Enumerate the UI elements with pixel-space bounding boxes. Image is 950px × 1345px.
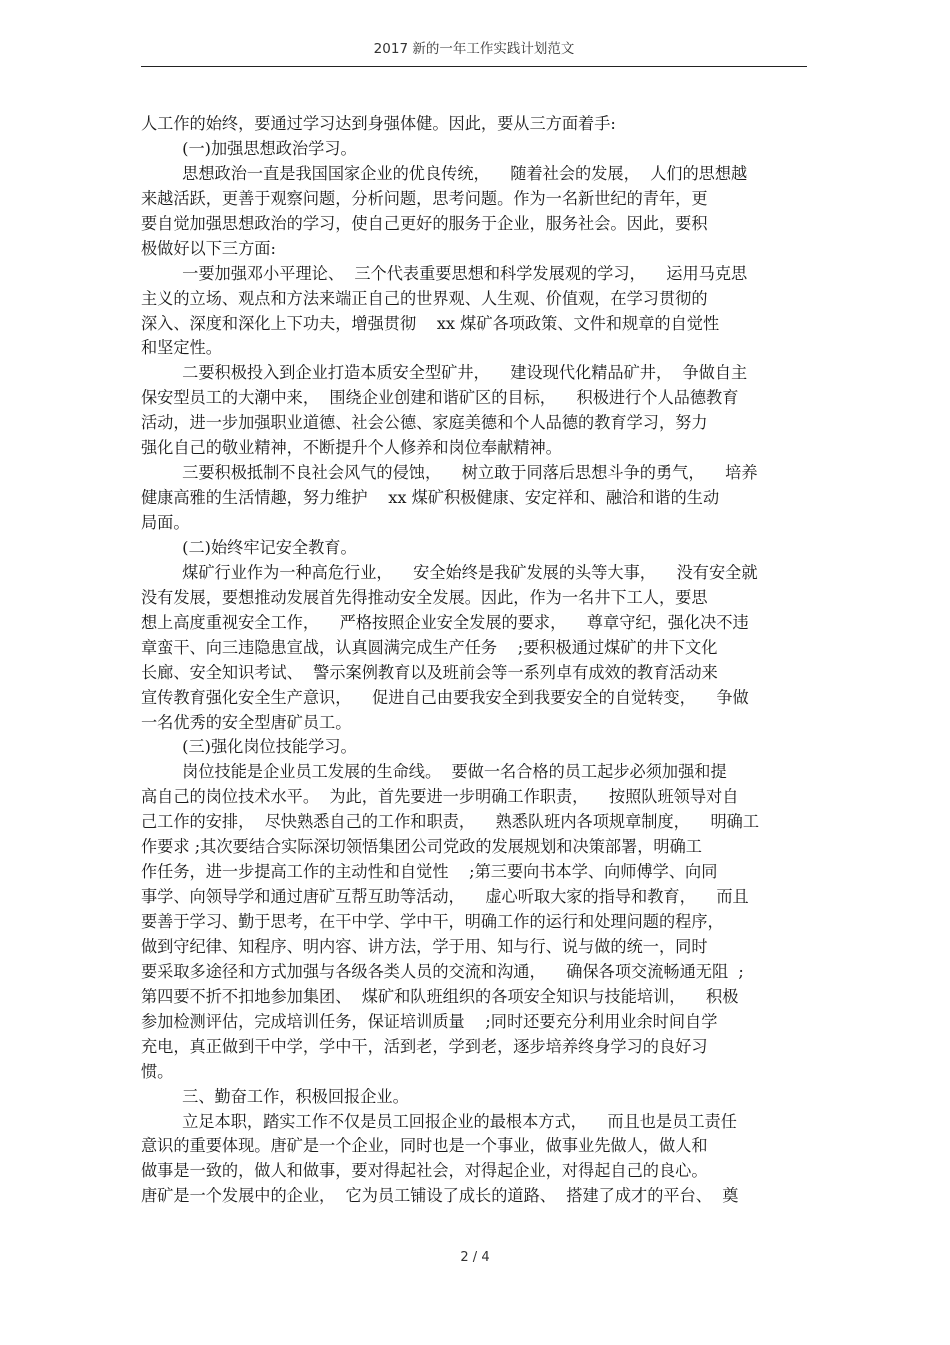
text-line: (二)始终牢记安全教育。 [141,537,357,557]
page-header [141,38,807,67]
text-line: 一名优秀的安全型唐矿员工。 [141,712,352,732]
text-line: 事学、向领导学和通过唐矿互帮互助等活动， 虚心听取大家的指导和教育， 而且 [141,887,749,907]
text-line: 主义的立场、观点和方法来端正自己的世界观、人生观、价值观，在学习贯彻的 [141,288,708,308]
text-line: 深入、深度和深化上下功夫，增强贯彻 xx 煤矿各项政策、文件和规章的自觉性 [141,313,720,333]
text-line: 第四要不折不扣地参加集团、 煤矿和队班组织的各项安全知识与技能培训， 积极 [141,986,739,1006]
text-line: (三)强化岗位技能学习。 [141,737,357,757]
text-line: 意识的重要体现。唐矿是一个企业，同时也是一个事业，做事业先做人，做人和 [141,1136,708,1156]
text-line: 来越活跃，更善于观察问题，分析问题，思考问题。作为一名新世纪的青年，更 [141,188,708,208]
text-line: 煤矿行业作为一种高危行业， 安全始终是我矿发展的头等大事， 没有安全就 [141,562,758,582]
text-line: 要善于学习、勤于思考，在干中学、学中干，明确工作的运行和处理问题的程序， [141,912,724,931]
text-line: 思想政治一直是我国国家企业的优良传统， 随着社会的发展， 人们的思想越 [141,163,748,183]
text-line: 和坚定性。 [141,338,222,358]
text-line: 章蛮干、向三违隐患宣战，认真圆满完成生产任务 ;要积极通过煤矿的井下文化 [141,637,718,657]
text-line: 一要加强邓小平理论、 三个代表重要思想和科学发展观的学习， 运用马克思 [141,263,748,283]
text-line: 没有发展，要想推动发展首先得推动安全发展。因此，作为一名井下工人，要思 [141,587,708,607]
text-line: 参加检测评估，完成培训任务，保证培训质量 ;同时还要充分利用业余时间自学 [141,1011,718,1031]
text-line: 健康高雅的生活情趣，努力维护 xx 煤矿积极健康、安定祥和、融洽和谐的生动 [141,488,720,508]
text-line: 己工作的安排， 尽快熟悉自己的工作和职责， 熟悉队班内各项规章制度， 明确工 [141,812,760,832]
text-line: 高自己的岗位技术水平。 为此，首先要进一步明确工作职责， 按照队班领导对自 [141,787,739,807]
text-line: 想上高度重视安全工作， 严格按照企业安全发展的要求， 尊章守纪，强化决不违 [141,612,749,632]
text-line: 宣传教育强化安全生产意识， 促进自己由要我安全到我要安全的自觉转变， 争做 [141,687,749,707]
text-line: 做事是一致的，做人和做事，要对得起社会，对得起企业，对得起自己的良心。 [141,1161,708,1181]
text-line: 强化自己的敬业精神，不断提升个人修养和岗位奉献精神。 [141,438,562,458]
text-line: 三、勤奋工作，积极回报企业。 [141,1086,409,1106]
document-body [141,112,813,1209]
text-line: 立足本职，踏实工作不仅是员工回报企业的最根本方式， 而且也是员工责任 [141,1111,737,1131]
text-line: 极做好以下三方面: [141,238,276,258]
text-line: 作要求 ;其次要结合实际深切领悟集团公司党政的发展规划和决策部署，明确工 [141,837,702,857]
text-line: 二要积极投入到企业打造本质安全型矿井， 建设现代化精品矿井， 争做自主 [141,363,748,383]
text-line: 作任务，进一步提高工作的主动性和自觉性 ;第三要向书本学、向师傅学、向同 [141,862,718,882]
text-line: 唐矿是一个发展中的企业， 它为员工铺设了成长的道路、 搭建了成才的平台、 奠 [141,1186,739,1206]
text-line: 岗位技能是企业员工发展的生命线。 要做一名合格的员工起步必须加强和提 [141,762,727,782]
text-line: (一)加强思想政治学习。 [141,138,357,158]
text-line: 人工作的始终，要通过学习达到身强体健。因此，要从三方面着手: [141,114,616,133]
text-line: 惯。 [141,1061,174,1081]
text-line: 要自觉加强思想政治的学习，使自己更好的服务于企业，服务社会。因此，要积 [141,213,708,233]
text-line: 做到守纪律、知程序、明内容、讲方法，学于用、知与行、说与做的统一，同时 [141,936,708,956]
text-line: 保安型员工的大潮中来， 围绕企业创建和谐矿区的目标， 积极进行个人品德教育 [141,388,739,408]
page-number: 2 / 4 [460,1250,490,1265]
text-line: 充电，真正做到干中学，学中干，活到老，学到老，逐步培养终身学习的良好习 [141,1036,708,1056]
text-line: 活动，进一步加强职业道德、社会公德、家庭美德和个人品德的教育学习，努力 [141,413,708,433]
text-line: 长廊、安全知识考试、 警示案例教育以及班前会等一系列卓有成效的教育活动来 [141,662,718,682]
document-title: 2017 新的一年工作实践计划范文 [373,41,575,57]
text-line: 局面。 [141,513,190,532]
text-line: 要采取多途径和方式加强与各级各类人员的交流和沟通， 确保各项交流畅通无阻 ; [141,961,744,981]
text-line: 三要积极抵制不良社会风气的侵蚀， 树立敢于同落后思想斗争的勇气， 培养 [141,463,758,483]
